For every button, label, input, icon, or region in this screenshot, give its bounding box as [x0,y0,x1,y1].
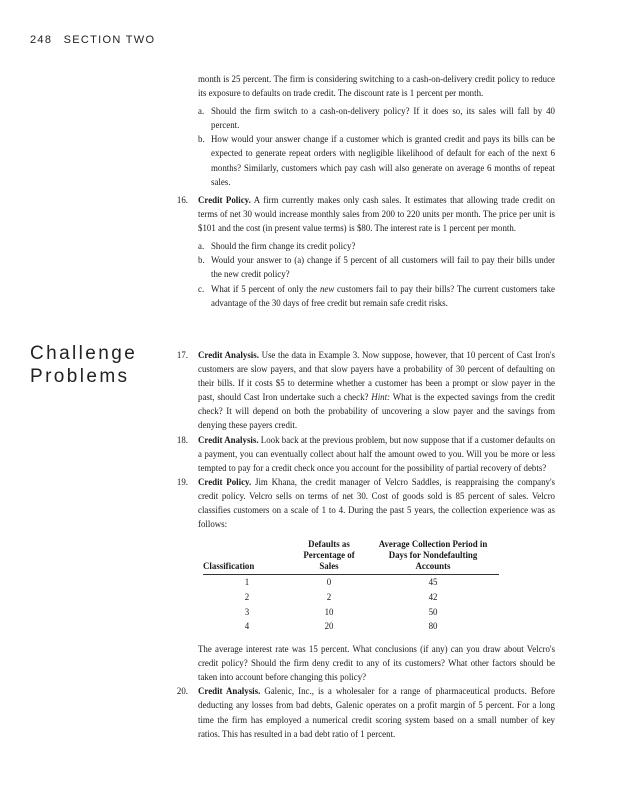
table-cell: 3 [244,606,250,617]
problem-17-number: 17. [176,350,188,360]
problem-19 [176,475,555,684]
table-cell: 2 [326,591,332,602]
problem-16-part-c [198,282,555,310]
problem-20-body [198,684,555,740]
problem-17-hint: Hint: [371,392,391,403]
problem-20-text: Galenic, Inc., is a wholesaler for a range of pharmaceutical products. Before deducting any losses from bad debts, Galenic operates on a profit margin of 5 percent. For a long time the firm has employed a numerical credit scoring system based on a small number of key ratios. This has resulted in a bad debt ratio of 1 percent. [198,686,555,739]
table-cell: 20 [324,621,334,632]
table-cell: 1 [244,577,250,588]
problem-16 [198,193,555,310]
problem-18 [176,433,556,475]
part-label: a. [198,106,205,117]
table-cell: 0 [326,577,332,588]
table-row [203,605,499,620]
problem-17-body [198,348,555,433]
part-text: Would your answer to (a) change if 5 percent of all customers will fail to pay their bills under the new credit policy? [211,255,555,280]
page-number: 248 [30,34,53,46]
table-cell: 2 [244,591,250,602]
column-header: Average Collection Period in Days for Nondefaulting Accounts [378,539,488,572]
problem-18-body [198,433,555,475]
problem-16-body [198,193,555,235]
problem-17 [176,348,555,433]
part-label: b. [198,255,205,266]
column-header: Defaults as Percentage of Sales [303,539,355,572]
table-row [203,619,499,634]
part-text [211,282,555,310]
table-cell: 4 [244,621,250,632]
table-header-row [203,539,499,575]
table-cell: 50 [428,606,438,617]
problem-19-followup: The average interest rate was 15 percent. What conclusions (if any) can you draw about Velcro's credit policy? Should the firm deny credit to any of its customers? What other factors should be taken into account before changing this policy? [198,644,555,683]
section-title: SECTION TWO [63,34,156,46]
part-label: c. [198,283,205,294]
collection-experience-table [203,539,499,634]
heading-line-2: Problems [30,366,130,387]
problem-15-intro: month is 25 percent. The firm is considering switching to a cash-on-delivery credit policy to reduce its exposure to defaults on trade credit. The discount rate is 1 percent per month. [198,74,555,99]
part-text: How would your answer change if a customer which is granted credit and pays its bills can be expected to generate repeat orders with negligible likelihood of default for each of the next 6 months? Similarly, customers which pay cash will also generate on average 6 months of repeat sales. [211,134,555,187]
challenge-problems [176,348,556,741]
problem-20-number: 20. [176,686,188,697]
problem-19-title: Credit Policy. [198,476,252,487]
table-cell: 45 [428,577,438,588]
problem-17-post: What is the expected savings from the credit check? It will depend on both the probability of uncovering a slow payer and the savings from denying these payers credit. [198,392,555,431]
problem-18-text: Look back at the previous problem, but now suppose that if a customer defaults on a payment, you can eventually collect about half the amount owed to you. Will you be more or less tempted to pay for a credit check once you account for the possibility of partial recovery of debts? [198,434,556,473]
problem-20-title: Credit Analysis. [198,686,261,697]
part-label: b. [198,134,205,145]
problem-15-part-b [198,132,555,188]
problem-19-body [198,475,555,531]
problem-16-title: Credit Policy. [198,195,251,205]
part-c-pre: What if 5 percent of only the [211,283,320,294]
problem-18-number: 18. [176,434,188,445]
part-c-emphasis: new [319,283,335,294]
problem-15-continued [198,72,555,189]
column-header: Classification [203,561,255,572]
problem-18-title: Credit Analysis. [198,434,259,445]
problem-19-text: Jim Khana, the credit manager of Velcro Saddles, is reappraising the company's credit policy. Velcro sells on terms of net 30. Cost of goods sold is 85 percent of sales. Velcro classifies customers on a scale of 1 to 4. During the past 5 years, the collection experience was as follows: [198,476,555,530]
part-text: Should the firm switch to a cash-on-delivery policy? If it does so, its sales will fall by 40 percent. [211,106,555,131]
table-row [203,575,499,590]
challenge-problems-heading [30,342,137,388]
table-row [203,590,499,605]
problem-16-part-a [198,239,555,253]
part-c-post: customers fail to pay their bills? The current customers take advantage of the 30 days of free credit but remain safe credit risks. [211,283,555,308]
table-cell: 42 [428,591,438,602]
problem-16-part-b [198,253,555,281]
problem-19-number: 19. [176,476,188,487]
part-text: Should the firm change its credit policy? [211,241,356,252]
problem-17-title: Credit Analysis. [198,350,259,360]
problem-20 [176,684,555,740]
table-cell: 80 [428,621,438,632]
table-cell: 10 [324,606,334,617]
heading-line-1: Challenge [30,343,138,364]
problem-17-pre: Use the data in Example 3. Now suppose, however, that 10 percent of Cast Iron's customers are slow payers, and that slow payers have a probability of 30 percent of defaulting on their bills. If it costs $5 to determine whether a customer has been a prompt or slow payer in the past, should Cast Iron undertake such a check? [198,350,555,403]
problem-16-number: 16. [176,195,188,205]
problem-15-part-a [198,104,555,132]
part-label: a. [198,241,205,252]
running-head [30,34,155,46]
problem-16-text: A firm currently makes only cash sales. It estimates that allowing trade credit on terms of net 30 would increase monthly sales from 200 to 220 units per month. The price per unit is $101 and the cost (in present value terms) is $80. The interest rate is 1 percent per month. [198,195,555,234]
